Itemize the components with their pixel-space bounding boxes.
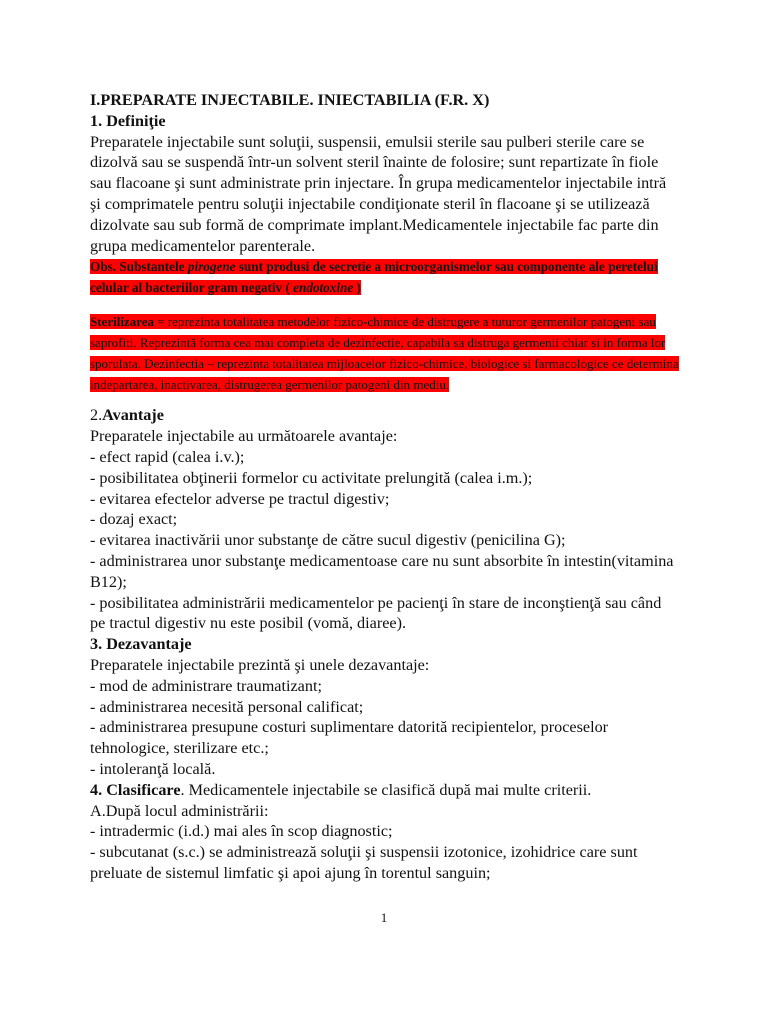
section-disadvantages-intro: Preparatele injectabile prezintă şi unele dezavantaje: [90, 655, 430, 674]
classification-subheading: A.După locul administrării: [90, 801, 269, 820]
list-item: - intoleranţă locală. [90, 759, 216, 778]
list-item: - efect rapid (calea i.v.); [90, 447, 245, 466]
list-item: - posibilitatea obţinerii formelor cu activitate prelungită (calea i.m.); [90, 468, 533, 487]
obs-middle: sunt produsi de secretie a microorganismelor sau componente ale peretelui celular al bacteriilor gram negativ ( [90, 259, 658, 295]
classification-list [90, 821, 680, 883]
section-classification [90, 780, 680, 801]
advantages-list [90, 447, 680, 634]
sterilization-term: Sterilizarea [90, 313, 155, 329]
list-item: - dozaj exact; [90, 510, 178, 529]
sterilization-definition: = reprezinta totalitatea metodelor fizico-chimice de distrugere a tuturor germenilor patogeni sau saprofiti. Reprezintă forma cea mai completa de dezinfectie, capabila sa distruga germenii chiar si in forma lor sporulata. Dezinfectia – reprezinta totalitatea mijloacelor fizico-chimice, biologice si farmacologice ce determina indepartarea, inactivarea, distrugerea germenilor patogeni din mediu. [90, 313, 679, 393]
list-item: - administrarea unor substanţe medicamentoase care nu sunt absorbite în intestin(vitamina B12); [90, 551, 674, 591]
obs-prefix: Obs. Substantele [90, 259, 188, 275]
observation-note [90, 257, 680, 298]
list-item: - posibilitatea administrării medicamentelor pe pacienţi în stare de inconştienţă sau când pe tractul digestiv nu este posibil (vomă, diaree). [90, 593, 662, 633]
list-item: - mod de administrare traumatizant; [90, 676, 322, 695]
document-title: I.PREPARATE INJECTABILE. INIECTABILIA (F.R. X) [90, 91, 490, 109]
section-definition-heading: 1. Definiţie [90, 111, 166, 130]
list-item: - subcutanat (s.c.) se administrează soluţii şi suspensii izotonice, izohidrice care sunt preluate de sistemul limfatic şi apoi ajung în torentul sanguin; [90, 843, 638, 882]
section-advantages-heading [90, 405, 680, 426]
section-classification-heading: 4. Clasificare [90, 780, 181, 799]
obs-endotoxin-term: endotoxine [293, 279, 354, 295]
list-item: - administrarea necesită personal calificat; [90, 697, 364, 716]
section-advantages-title: Avantaje [102, 406, 164, 425]
sterilization-note [90, 311, 680, 396]
section-classification-body: . Medicamentele injectabile se clasifică după mai multe criterii. [180, 780, 592, 799]
list-item: - evitarea efectelor adverse pe tractul digestiv; [90, 489, 390, 508]
section-disadvantages-heading: 3. Dezavantaje [90, 635, 192, 654]
section-advantages-intro: Preparatele injectabile au următoarele avantaje: [90, 427, 398, 446]
obs-pyrogen-term: pirogene [187, 259, 236, 275]
sterilization-highlight [90, 314, 679, 393]
page-number: 1 [380, 910, 388, 925]
list-item: - intradermic (i.d.) mai ales în scop diagnostic; [90, 822, 393, 841]
obs-suffix: ) [353, 279, 361, 295]
section-advantages-number: 2. [90, 406, 103, 425]
list-item: - administrarea presupune costuri suplimentare datorită recipientelor, proceselor tehnologice, sterilizare etc.; [90, 718, 609, 758]
section-definition-body: Preparatele injectabile sunt soluţii, suspensii, emulsii sterile sau pulberi sterile care se dizolvă sau se suspendă într-un solvent steril înainte de folosire; sunt repartizate în fiole sau flacoane şi sunt administrate prin injectare. În grupa medicamentelor injectabile intră şi comprimatele pentru soluţii injectabile condiţionate steril în flacoane şi se utilizează dizolvate sau sub formă de comprimate implant.Medicamentele injectabile fac parte din grupa medicamentelor parenterale. [90, 132, 667, 255]
document-page [90, 90, 680, 884]
disadvantages-list [90, 676, 680, 780]
list-item: - evitarea inactivării unor substanţe de către sucul digestiv (penicilina G); [90, 531, 566, 550]
observation-highlight [90, 259, 658, 295]
spacer [90, 395, 680, 405]
